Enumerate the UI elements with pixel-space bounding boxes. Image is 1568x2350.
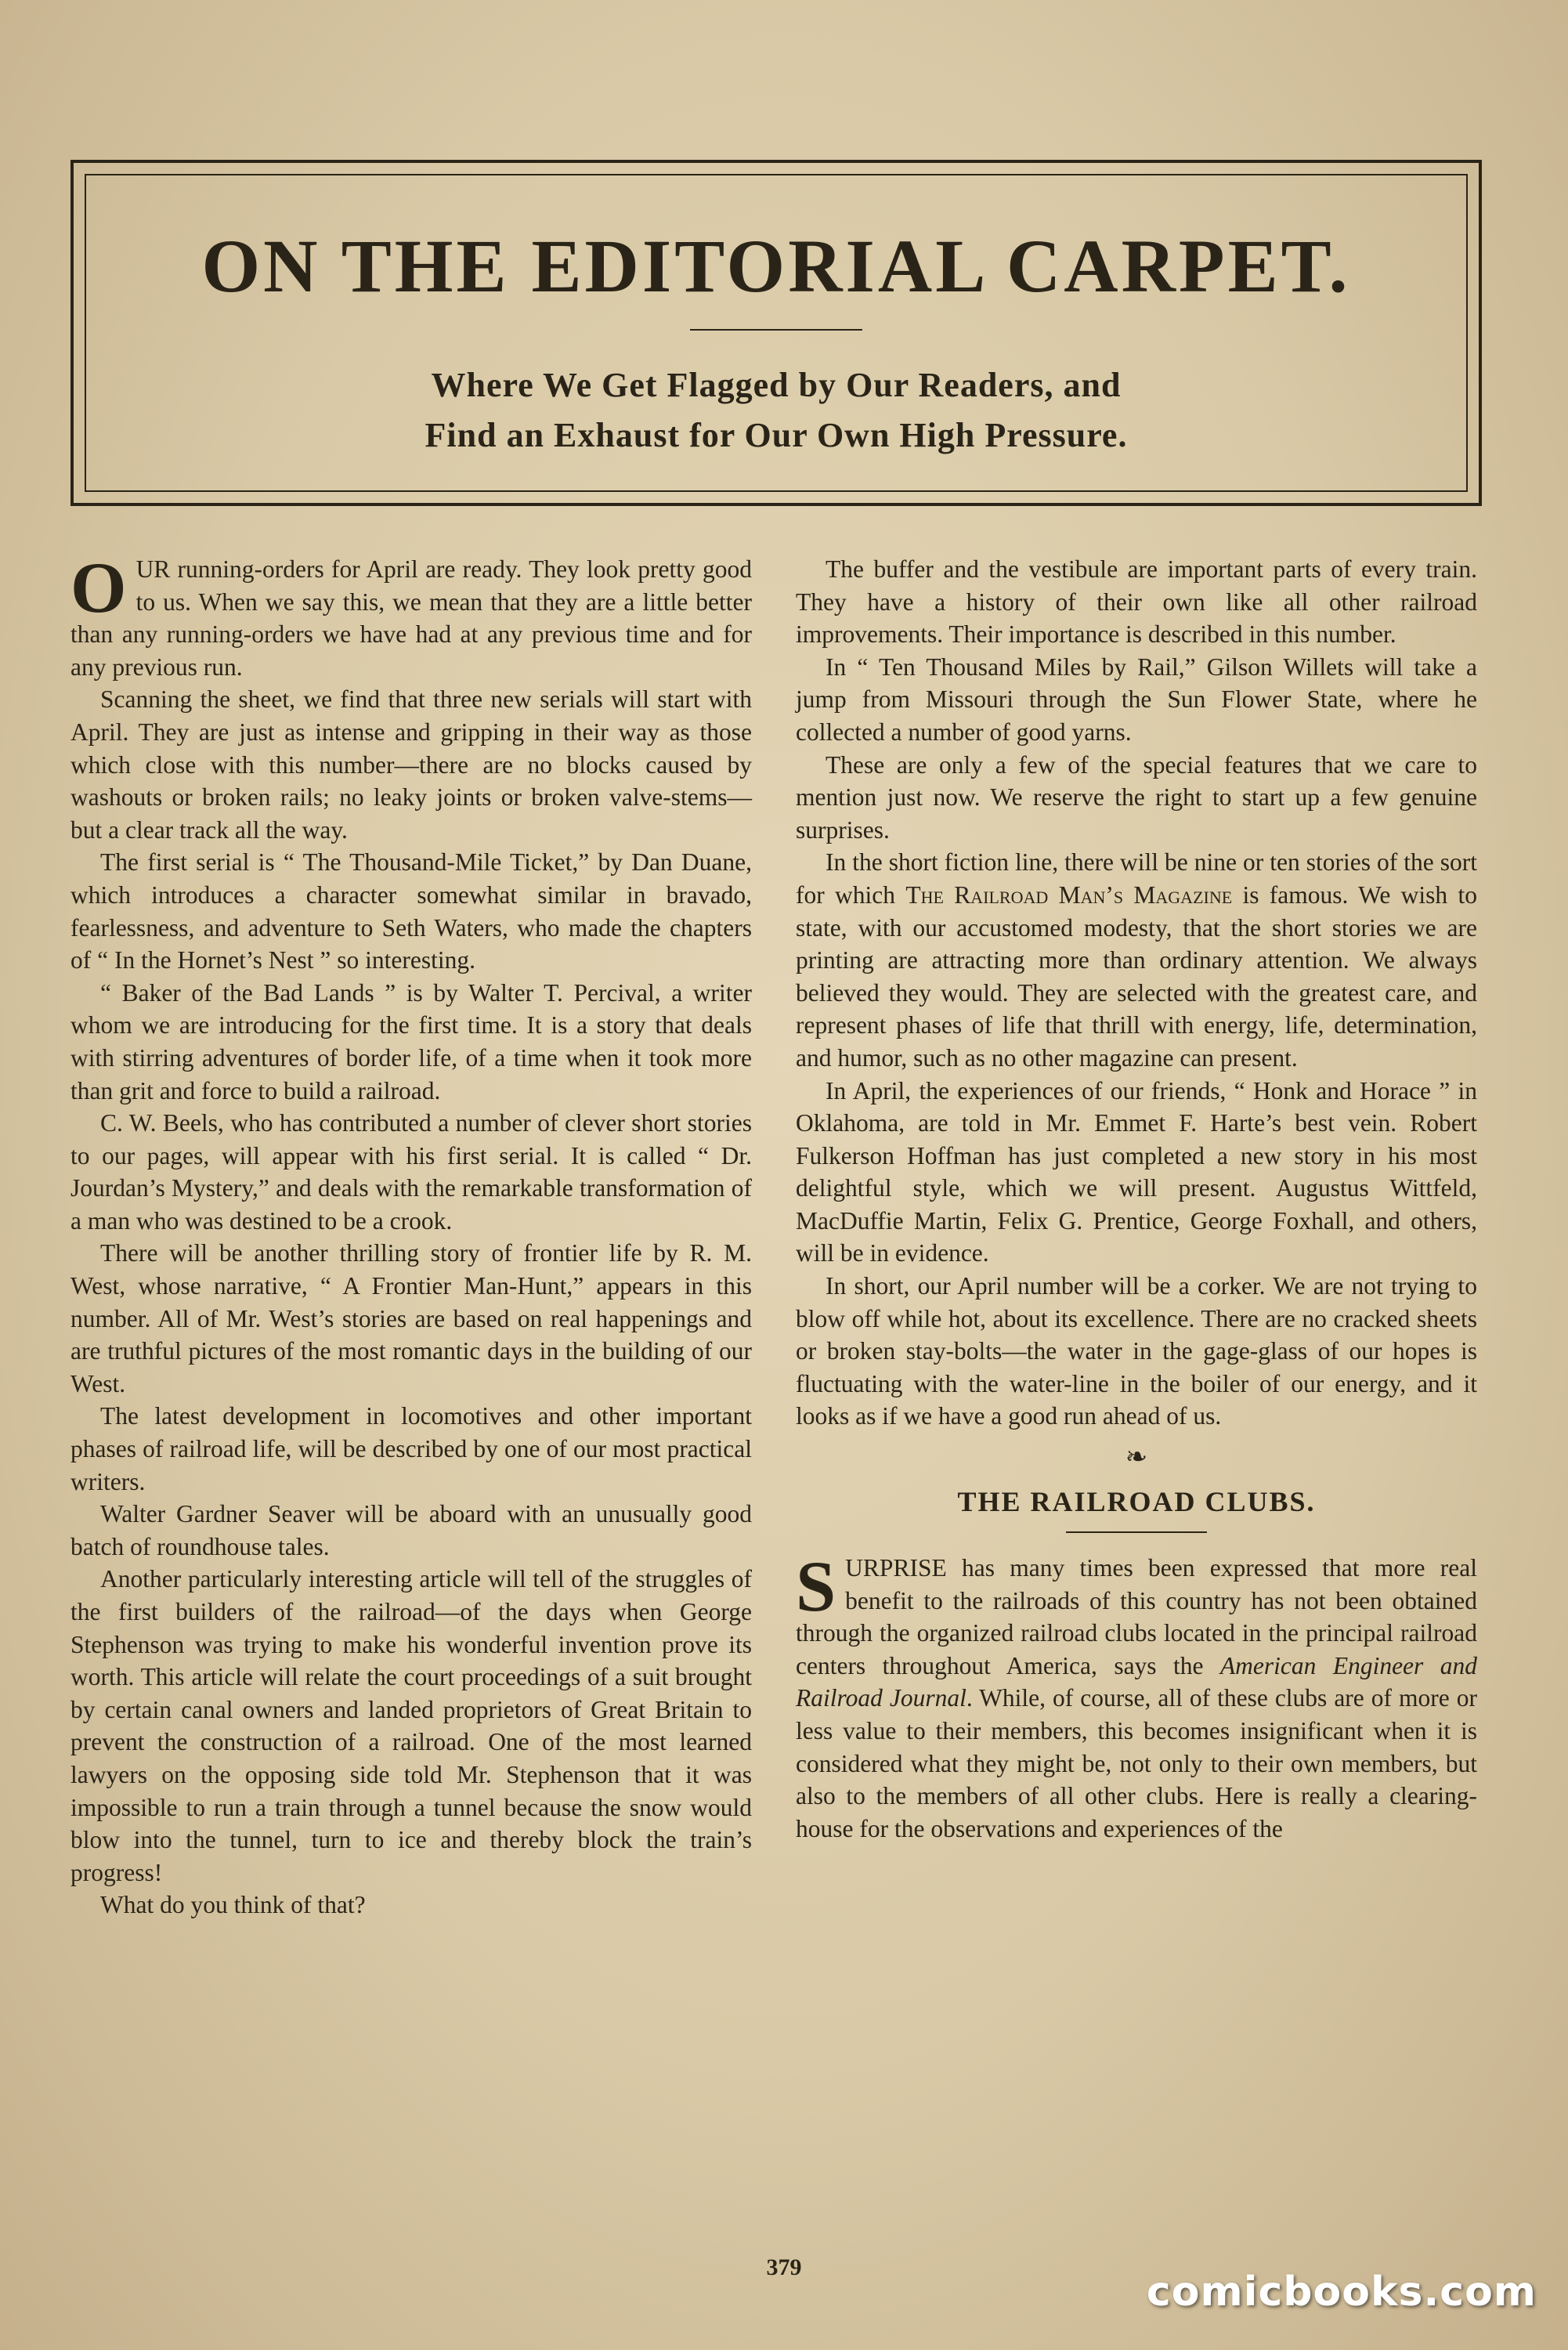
- site-watermark: comicbooks.com: [1146, 2269, 1537, 2316]
- paragraph-text: URPRISE has many times been expressed that more real benefit to the railroads of this country has not been obtained through the organized railroad clubs located in the principal railroad centers throughout America, says the: [796, 1554, 1477, 1679]
- paragraph: C. W. Beels, who has contributed a number of clever short stories to our pages, will appear with his first serial. It is called “ Dr. Jourdan’s Mystery,” and deals with the remarkable transformation of a man who was destined to be a crook.: [70, 1109, 752, 1235]
- paragraph: Another particularly interesting article will tell of the struggles of the first builders of the railroad—of the days when George Stephenson was trying to make his wonderful invention prove its worth. This article will relate the court proceedings of a suit brought by certain canal owners and landed proprietors of Great Britain to prevent the construction of a railroad. One of the most learned lawyers on the opposing side told Mr. Stephenson that it was impossible to run a train through a tunnel because the snow would blow into the tunnel, turn to ice and thereby block the train’s progress!: [70, 1565, 752, 1886]
- paragraph-text: . While, of course, all of these clubs are of more or less value to their members, this becomes insignificant when it is considered what they might be, not only to their own members, but also to the members of all other clubs. Here is really a clearing-house for the observations and experiences of the: [796, 1684, 1477, 1842]
- journal-name: American Engineer and Railroad Journal: [796, 1651, 1477, 1712]
- paragraph-text: In the short fiction line, there will be nine or ten stories of the sort for which: [796, 848, 1477, 909]
- paragraph-text: is famous. We wish to state, with our accustomed modesty, that the short stories we are printing are attracting more than ordinary attention. We always believed they would. They are selected with the greatest care, and represent phases of life that thrill with energy, life, determination, and humor, such as no other magazine can present.: [796, 880, 1477, 1072]
- magazine-name: The Railroad Man’s Magazine: [905, 880, 1233, 909]
- section-heading: THE RAILROAD CLUBS.: [957, 1486, 1316, 1518]
- paragraph: In April, the experiences of our friends, “ Honk and Horace ” in Oklahoma, are told in Mr. Emmet F. Harte’s best vein. Robert Fulkerson Hoffman has just completed a new story in his most delightful style, which we will present. Augustus Wittfeld, MacDuffie Martin, Felix G. Prentice, George Foxhall, and others, will be in evidence.: [796, 1076, 1477, 1267]
- paragraph: The buffer and the vestibule are important parts of every train. They have a history of their own like all other railroad improvements. Their importance is described in this number.: [796, 555, 1477, 649]
- paragraph: There will be another thrilling story of frontier life by R. M. West, whose narrative, “ A Frontier Man-Hunt,” appears in this number. All of Mr. West’s stories are based on real happenings and are truthful pictures of the most romantic days in the building of our West.: [70, 1239, 752, 1397]
- title-divider: [690, 329, 862, 331]
- paragraph: The first serial is “ The Thousand-Mile Ticket,” by Dan Duane, which introduces a character somewhat similar in bravado, fearlessness, and adventure to Seth Waters, who made the chapters of “ In the Hornet’s Nest ” so interesting.: [70, 848, 752, 974]
- paragraph: [70, 548, 752, 683]
- editorial-header-box: [70, 160, 1482, 506]
- right-column: [796, 553, 1477, 1845]
- paragraph: Scanning the sheet, we find that three new serials will start with April. They are just as intense and gripping in their way as those which close with this number—there are no blocks caused by washouts or broken rails; no leaky joints or broken valve-stems—but a clear track all the way.: [70, 685, 752, 844]
- paragraph: Walter Gardner Seaver will be aboard with an unusually good batch of roundhouse tales.: [70, 1500, 752, 1560]
- subtitle-line-1: Where We Get Flagged by Our Readers, and: [431, 366, 1122, 404]
- paragraph: The latest development in locomotives and other important phases of railroad life, will be described by one of our most practical writers.: [70, 1402, 752, 1495]
- paragraph: These are only a few of the special features that we care to mention just now. We reserve the right to start up a few genuine surprises.: [796, 750, 1477, 844]
- page-number: 379: [766, 2254, 802, 2280]
- subtitle-line-2: Find an Exhaust for Our Own High Pressure.: [425, 416, 1128, 454]
- left-column: [70, 548, 752, 1922]
- page-title: ON THE EDITORIAL CARPET.: [201, 224, 1351, 308]
- page-subtitle: [86, 360, 1466, 461]
- header-inner-border: [85, 174, 1468, 492]
- paragraph-text: UR running-orders for April are ready. They look pretty good to us. When we say this, we mean that they are a little better than any running-orders we have had at any previous time and for any previous run.: [70, 555, 752, 681]
- paragraph: What do you think of that?: [100, 1891, 366, 1919]
- paragraph: [796, 1546, 1477, 1845]
- drop-cap: S: [796, 1546, 836, 1627]
- paragraph: [796, 846, 1477, 1074]
- paragraph: “ Baker of the Bad Lands ” is by Walter T. Percival, a writer whom we are introducing for the first time. It is a story that deals with stirring adventures of border life, of a time when it took more than grit and force to build a railroad.: [70, 978, 752, 1104]
- paragraph: In short, our April number will be a corker. We are not trying to blow off while hot, about its excellence. There are no cracked sheets or broken stay-bolts—the water in the gage-glass of our hopes is fluctuating with the water-line in the boiler of our energy, and it looks as if we have a good run ahead of us.: [796, 1272, 1477, 1430]
- drop-cap: O: [70, 548, 127, 627]
- paragraph: In “ Ten Thousand Miles by Rail,” Gilson Willets will take a jump from Missouri through the Sun Flower State, where he collected a number of good yarns.: [796, 653, 1477, 746]
- section-divider: [1066, 1531, 1207, 1533]
- fleuron-ornament-icon: ❧: [1125, 1443, 1148, 1473]
